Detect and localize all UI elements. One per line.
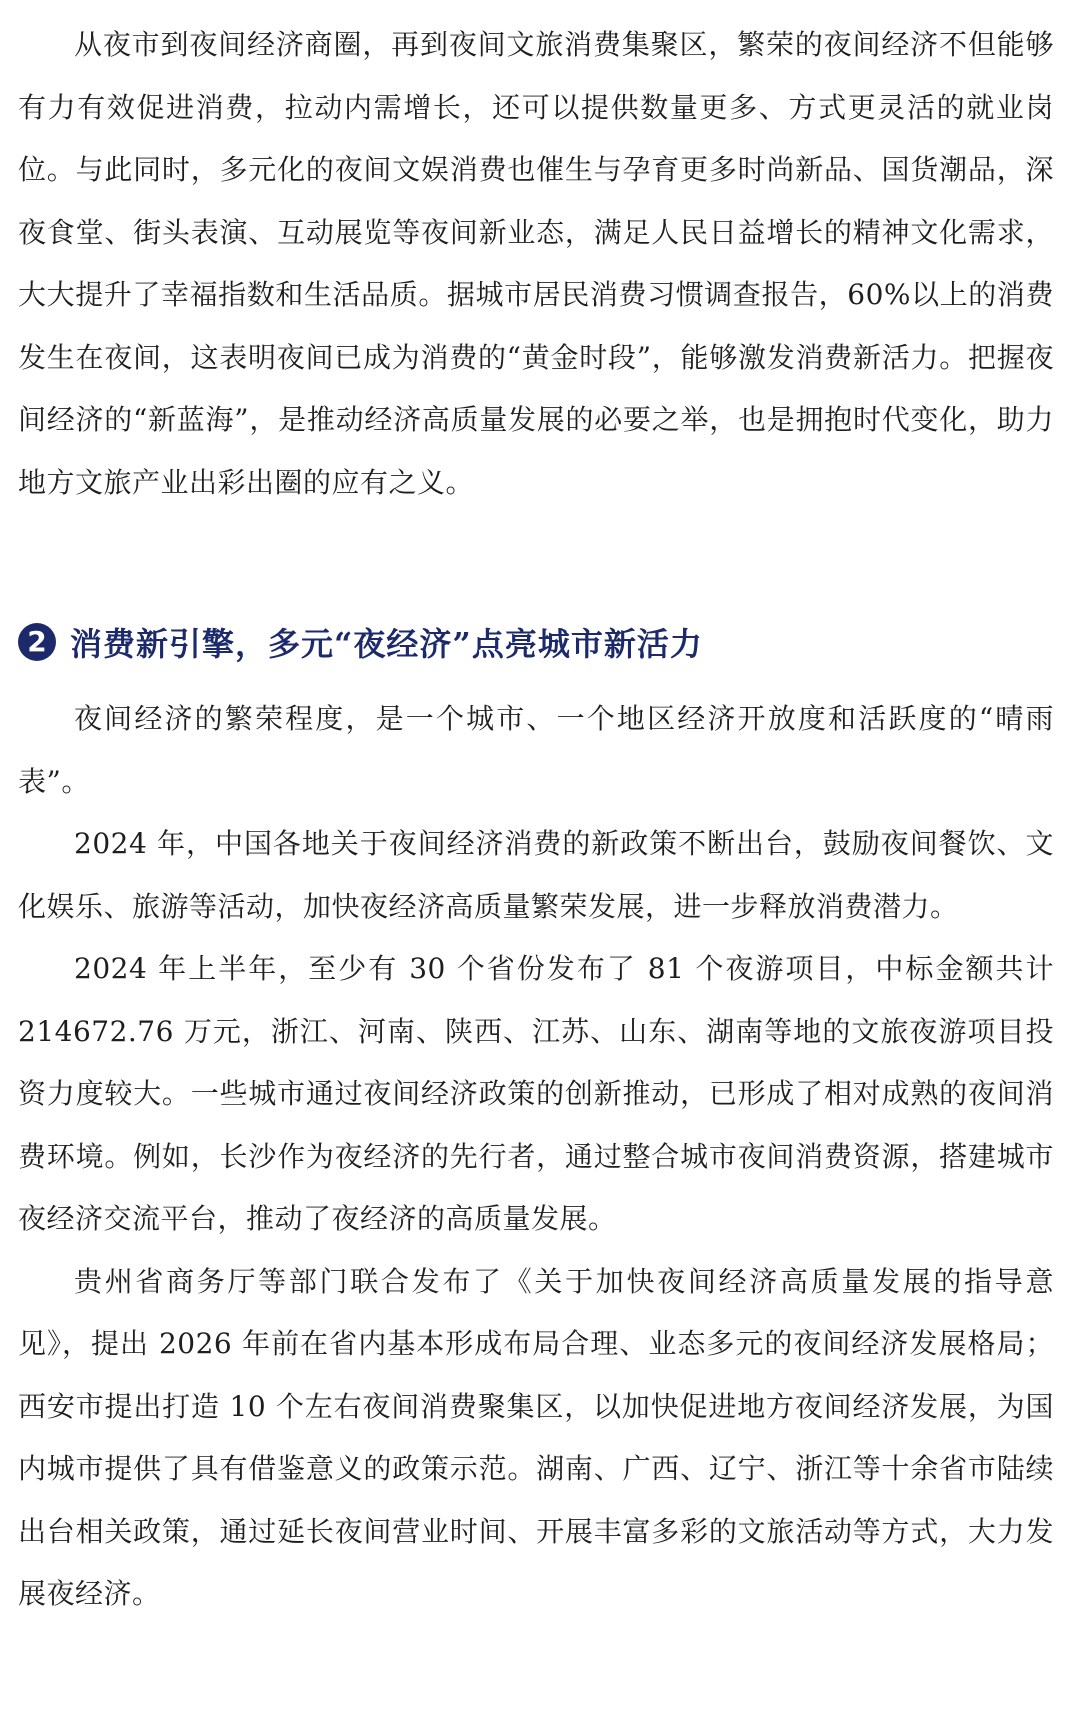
section-number-icon: 2: [18, 623, 56, 661]
section-paragraph-4: 贵州省商务厅等部门联合发布了《关于加快夜间经济高质量发展的指导意见》，提出 2026 年前在省内基本形成布局合理、业态多元的夜间经济发展格局；西安市提出打造 10 个左右夜间消费聚集区，以加快促进地方夜间经济发展，为国内城市提供了具有借鉴意义的政策示范。湖南、广西、辽宁、浙江等十余省市陆续出台相关政策，通过延长夜间营业时间、开展丰富多彩的文旅活动等方式，大力发展夜经济。: [18, 1264, 1054, 1610]
section-title: 消费新引擎，多元“夜经济”点亮城市新活力: [70, 625, 703, 663]
section-spacer: [18, 514, 1054, 606]
intro-paragraph: 从夜市到夜间经济商圈，再到夜间文旅消费集聚区，繁荣的夜间经济不但能够有力有效促进消费，拉动内需增长，还可以提供数量更多、方式更灵活的就业岗位。与此同时，多元化的夜间文娱消费也催生与孕育更多时尚新品、国货潮品，深夜食堂、街头表演、互动展览等夜间新业态，满足人民日益增长的精神文化需求，大大提升了幸福指数和生活品质。据城市居民消费习惯调查报告，60%以上的消费发生在夜间，这表明夜间已成为消费的“黄金时段”，能够激发消费新活力。把握夜间经济的“新蓝海”，是推动经济高质量发展的必要之举，也是拥抱时代变化，助力地方文旅产业出彩出圈的应有之义。: [18, 28, 1054, 499]
section-paragraph-2: 2024 年，中国各地关于夜间经济消费的新政策不断出台，鼓励夜间餐饮、文化娱乐、旅游等活动，加快夜经济高质量繁荣发展，进一步释放消费潜力。: [18, 827, 1054, 923]
section-paragraph-3: 2024 年上半年，至少有 30 个省份发布了 81 个夜游项目，中标金额共计 214672.76 万元，浙江、河南、陕西、江苏、山东、湖南等地的文旅夜游项目投资力度较大。一些城市通过夜间经济政策的创新推动，已形成了相对成熟的夜间消费环境。例如，长沙作为夜经济的先行者，通过整合城市夜间消费资源，搭建城市夜经济交流平台，推动了夜经济的高质量发展。: [18, 952, 1054, 1235]
section-heading: [18, 606, 1054, 678]
section-paragraph-1: 夜间经济的繁荣程度，是一个城市、一个地区经济开放度和活跃度的“晴雨表”。: [18, 702, 1054, 798]
